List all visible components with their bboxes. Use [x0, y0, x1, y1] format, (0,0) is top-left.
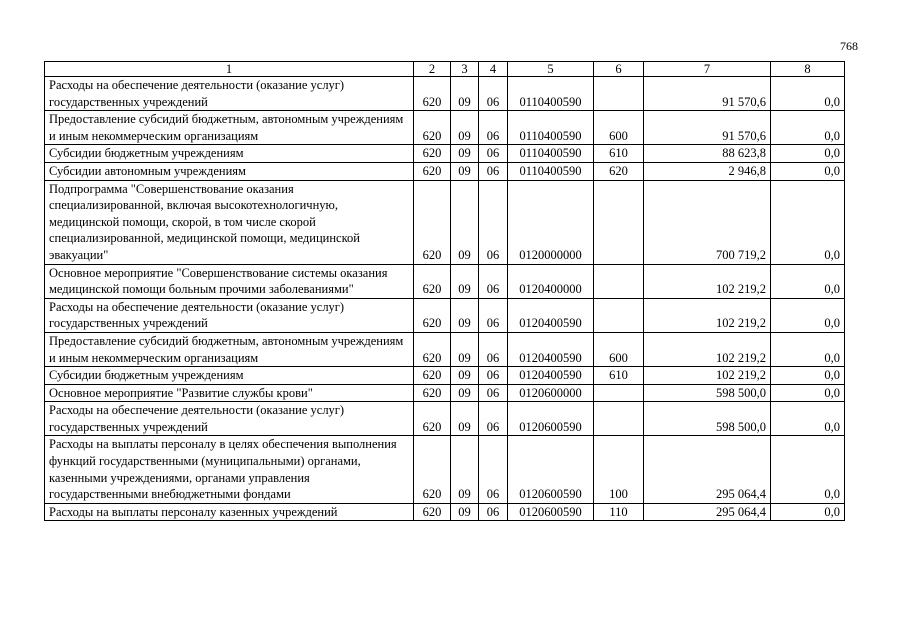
column-header: 3: [451, 62, 479, 77]
cell-subsection: 06: [479, 145, 508, 163]
table-row: [45, 402, 845, 436]
table-row: [45, 436, 845, 503]
cell-target-article: 0120000000: [508, 180, 594, 264]
cell-expense-type: 610: [594, 145, 644, 163]
cell-amount-2: 0,0: [771, 436, 845, 503]
cell-amount: 102 219,2: [644, 367, 771, 385]
cell-expense-type: [594, 402, 644, 436]
cell-section: 09: [451, 367, 479, 385]
cell-subsection: 06: [479, 503, 508, 521]
cell-ministry-code: 620: [414, 264, 451, 298]
cell-subsection: 06: [479, 384, 508, 402]
cell-section: 09: [451, 402, 479, 436]
cell-ministry-code: 620: [414, 145, 451, 163]
column-header: 4: [479, 62, 508, 77]
cell-section: 09: [451, 298, 479, 332]
row-name: Субсидии автономным учреждениям: [45, 162, 414, 180]
cell-amount: 102 219,2: [644, 298, 771, 332]
column-header: 1: [45, 62, 414, 77]
cell-target-article: 0110400590: [508, 111, 594, 145]
cell-target-article: 0120400590: [508, 367, 594, 385]
cell-amount: 598 500,0: [644, 402, 771, 436]
table-row: [45, 298, 845, 332]
cell-target-article: 0120600590: [508, 402, 594, 436]
cell-section: 09: [451, 180, 479, 264]
cell-section: 09: [451, 111, 479, 145]
cell-amount: 91 570,6: [644, 111, 771, 145]
cell-expense-type: 610: [594, 367, 644, 385]
table-row: [45, 503, 845, 521]
row-name: Субсидии бюджетным учреждениям: [45, 367, 414, 385]
cell-ministry-code: 620: [414, 402, 451, 436]
cell-ministry-code: 620: [414, 298, 451, 332]
cell-subsection: 06: [479, 264, 508, 298]
table-row: [45, 162, 845, 180]
cell-target-article: 0120600590: [508, 503, 594, 521]
cell-amount-2: 0,0: [771, 503, 845, 521]
row-name: Предоставление субсидий бюджетным, автономным учреждениям и иным некоммерческим организациям: [45, 332, 414, 366]
cell-expense-type: [594, 180, 644, 264]
cell-subsection: 06: [479, 298, 508, 332]
table-row: [45, 367, 845, 385]
row-name: Субсидии бюджетным учреждениям: [45, 145, 414, 163]
header-row: [45, 62, 845, 77]
cell-section: 09: [451, 384, 479, 402]
cell-ministry-code: 620: [414, 367, 451, 385]
cell-amount: 598 500,0: [644, 384, 771, 402]
column-header: 5: [508, 62, 594, 77]
cell-ministry-code: 620: [414, 77, 451, 111]
cell-target-article: 0110400590: [508, 77, 594, 111]
cell-ministry-code: 620: [414, 180, 451, 264]
cell-target-article: 0110400590: [508, 145, 594, 163]
cell-ministry-code: 620: [414, 503, 451, 521]
row-name: Расходы на обеспечение деятельности (оказание услуг) государственных учреждений: [45, 77, 414, 111]
cell-amount: 295 064,4: [644, 503, 771, 521]
column-header: 2: [414, 62, 451, 77]
cell-amount-2: 0,0: [771, 111, 845, 145]
column-header: 7: [644, 62, 771, 77]
cell-amount: 295 064,4: [644, 436, 771, 503]
cell-amount-2: 0,0: [771, 402, 845, 436]
cell-ministry-code: 620: [414, 111, 451, 145]
cell-subsection: 06: [479, 402, 508, 436]
column-header: 8: [771, 62, 845, 77]
cell-expense-type: [594, 77, 644, 111]
cell-ministry-code: 620: [414, 384, 451, 402]
cell-amount-2: 0,0: [771, 264, 845, 298]
cell-subsection: 06: [479, 162, 508, 180]
cell-amount-2: 0,0: [771, 145, 845, 163]
row-name: Основное мероприятие "Развитие службы крови": [45, 384, 414, 402]
table-row: [45, 77, 845, 111]
cell-amount: 91 570,6: [644, 77, 771, 111]
cell-target-article: 0110400590: [508, 162, 594, 180]
cell-amount-2: 0,0: [771, 180, 845, 264]
cell-expense-type: [594, 264, 644, 298]
cell-subsection: 06: [479, 367, 508, 385]
cell-subsection: 06: [479, 77, 508, 111]
cell-expense-type: 600: [594, 111, 644, 145]
table-row: [45, 384, 845, 402]
cell-section: 09: [451, 503, 479, 521]
table-row: [45, 332, 845, 366]
cell-subsection: 06: [479, 436, 508, 503]
row-name: Расходы на выплаты персоналу казенных учреждений: [45, 503, 414, 521]
cell-subsection: 06: [479, 111, 508, 145]
cell-amount-2: 0,0: [771, 332, 845, 366]
cell-section: 09: [451, 264, 479, 298]
table-row: [45, 145, 845, 163]
cell-ministry-code: 620: [414, 162, 451, 180]
row-name: Основное мероприятие "Совершенствование системы оказания медицинской помощи больным прочими заболеваниями": [45, 264, 414, 298]
cell-subsection: 06: [479, 332, 508, 366]
cell-amount: 102 219,2: [644, 264, 771, 298]
table-row: [45, 111, 845, 145]
cell-ministry-code: 620: [414, 436, 451, 503]
row-name: Расходы на обеспечение деятельности (оказание услуг) государственных учреждений: [45, 298, 414, 332]
cell-expense-type: 620: [594, 162, 644, 180]
cell-target-article: 0120400000: [508, 264, 594, 298]
cell-section: 09: [451, 332, 479, 366]
cell-expense-type: 110: [594, 503, 644, 521]
cell-section: 09: [451, 436, 479, 503]
cell-amount: 700 719,2: [644, 180, 771, 264]
cell-subsection: 06: [479, 180, 508, 264]
table-row: [45, 180, 845, 264]
cell-amount-2: 0,0: [771, 298, 845, 332]
cell-section: 09: [451, 145, 479, 163]
cell-amount: 2 946,8: [644, 162, 771, 180]
page-number: 768: [840, 39, 858, 53]
cell-target-article: 0120600590: [508, 436, 594, 503]
cell-amount-2: 0,0: [771, 162, 845, 180]
cell-target-article: 0120400590: [508, 298, 594, 332]
cell-expense-type: [594, 384, 644, 402]
cell-target-article: 0120600000: [508, 384, 594, 402]
cell-expense-type: 100: [594, 436, 644, 503]
cell-amount: 102 219,2: [644, 332, 771, 366]
budget-table: [44, 61, 845, 521]
cell-target-article: 0120400590: [508, 332, 594, 366]
cell-amount: 88 623,8: [644, 145, 771, 163]
column-header: 6: [594, 62, 644, 77]
cell-expense-type: [594, 298, 644, 332]
cell-section: 09: [451, 162, 479, 180]
row-name: Расходы на выплаты персоналу в целях обеспечения выполнения функций государственными (муниципальными) органами, казенными учреждениями, органами управления государственными внебюджетными фондами: [45, 436, 414, 503]
cell-amount-2: 0,0: [771, 384, 845, 402]
cell-ministry-code: 620: [414, 332, 451, 366]
row-name: Предоставление субсидий бюджетным, автономным учреждениям и иным некоммерческим организациям: [45, 111, 414, 145]
row-name: Расходы на обеспечение деятельности (оказание услуг) государственных учреждений: [45, 402, 414, 436]
row-name: Подпрограмма "Совершенствование оказания специализированной, включая высокотехнологичную, медицинской помощи, скорой, в том числе скорой специализированной, медицинской помощи, медицинской эвакуации": [45, 180, 414, 264]
cell-amount-2: 0,0: [771, 77, 845, 111]
table-row: [45, 264, 845, 298]
cell-amount-2: 0,0: [771, 367, 845, 385]
cell-expense-type: 600: [594, 332, 644, 366]
cell-section: 09: [451, 77, 479, 111]
